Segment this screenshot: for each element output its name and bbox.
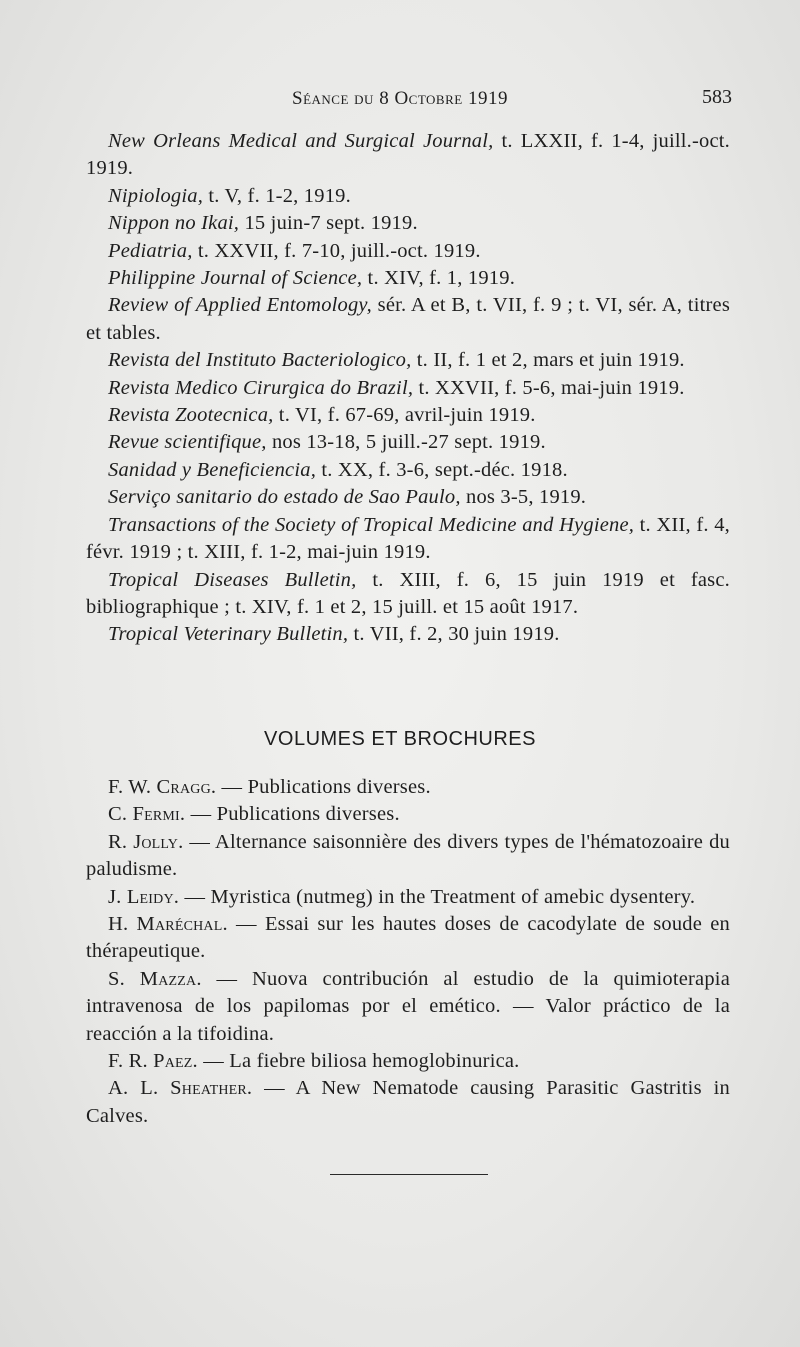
periodical-entry — [86, 292, 730, 347]
periodical-title: Revue scientifique, — [108, 431, 267, 454]
brochure-author: S. Mazza. — [108, 967, 202, 990]
periodical-title: Revista Zootecnica, — [108, 404, 274, 427]
periodical-entry — [86, 512, 730, 567]
periodical-title: Review of Applied Entomology, — [108, 294, 372, 317]
brochure-title: — Essai sur les hautes doses de cacodylate de soude en thérapeutique. — [86, 913, 730, 963]
periodical-entry — [86, 402, 730, 429]
periodical-details: sér. A et B, t. VII, f. 9 ; t. VI, sér. A, titres et tables. — [86, 294, 730, 344]
brochure-title: — Myristica (nutmeg) in the Treatment of amebic dysentery. — [179, 885, 696, 908]
brochure-title: — A New Nematode causing Parasitic Gastritis in Calves. — [86, 1077, 730, 1127]
periodical-entry — [86, 347, 730, 374]
brochure-entry — [86, 1048, 730, 1075]
brochure-author: F. W. Cragg. — [108, 776, 217, 798]
periodical-title: Revista Medico Cirurgica do Brazil, — [108, 376, 414, 399]
brochure-author: C. Fermi. — [108, 803, 186, 826]
periodical-details: t. XIII, f. 6, 15 juin 1919 et fasc. bibliographique ; t. XIV, f. 1 et 2, 15 juill. et 15 août 1917. — [86, 568, 730, 618]
periodical-title: Tropical Diseases Bulletin, — [108, 568, 357, 591]
brochure-author: J. Leidy. — [108, 885, 180, 908]
brochure-author: H. Maréchal. — [108, 913, 228, 936]
brochure-title: — La fiebre biliosa hemoglobinurica. — [197, 1050, 520, 1073]
periodical-entry — [86, 128, 730, 183]
periodical-title: Philippine Journal of Science, — [108, 267, 363, 290]
periodical-title: Serviço sanitario do estado de Sao Paulo, — [108, 486, 461, 509]
periodical-entry — [86, 265, 730, 292]
brochure-author: F. R. Paez. — [108, 1050, 198, 1073]
brochure-title: — Alternance saisonnière des divers types de l'hématozoaire du paludisme. — [86, 830, 731, 881]
periodical-entry — [86, 429, 730, 456]
brochures-list — [86, 774, 730, 1130]
periodical-title: Nippon no Ikai, — [108, 212, 240, 235]
periodical-details: t. LXXII, f. 1-4, juill.-oct. 1919. — [86, 130, 730, 180]
periodical-details: t. V, f. 1-2, 1919. — [203, 184, 351, 207]
periodical-entry — [86, 457, 730, 484]
periodical-entry — [86, 183, 730, 210]
periodical-entry — [86, 567, 730, 622]
periodical-details: t. XIV, f. 1, 1919. — [362, 267, 516, 290]
periodical-details: t. II, f. 1 et 2, mars et juin 1919. — [411, 349, 685, 372]
periodical-title: Tropical Veterinary Bulletin, — [108, 623, 349, 646]
brochure-entry — [86, 966, 730, 1048]
page-header — [0, 84, 800, 114]
periodical-details: t. XXVII, f. 5-6, mai-juin 1919. — [413, 376, 685, 399]
periodicals-list — [86, 128, 730, 649]
periodical-title: Revista del Instituto Bacteriologico, — [108, 349, 412, 372]
periodical-entry — [86, 484, 730, 511]
brochure-entry — [86, 829, 730, 884]
periodical-entry — [86, 621, 730, 648]
periodical-title: Sanidad y Beneficiencia, — [108, 458, 317, 481]
periodical-details: t. VI, f. 67-69, avril-juin 1919. — [273, 404, 536, 427]
brochure-entry — [86, 801, 730, 828]
section-title: VOLUMES ET BROCHURES — [264, 728, 536, 750]
brochure-entry — [86, 1075, 730, 1130]
end-rule — [330, 1174, 488, 1175]
brochure-entry — [86, 884, 730, 911]
periodical-title: Transactions of the Society of Tropical Medicine and Hygiene, — [108, 513, 635, 536]
periodical-entry — [86, 375, 730, 402]
brochure-entry — [86, 911, 730, 966]
periodical-details: nos 13-18, 5 juill.-27 sept. 1919. — [266, 431, 546, 454]
periodical-details: t. XII, f. 4, févr. 1919 ; t. XIII, f. 1-2, mai-juin 1919. — [86, 513, 730, 564]
periodical-details: t. XX, f. 3-6, sept.-déc. 1918. — [316, 458, 568, 481]
page-number: 583 — [702, 86, 732, 108]
brochure-entry — [86, 774, 730, 801]
periodical-title: Pediatria, — [108, 239, 193, 262]
periodical-details: t. VII, f. 2, 30 juin 1919. — [348, 623, 560, 646]
brochure-title: — Publications diverses. — [216, 776, 431, 798]
periodical-details: t. XXVII, f. 7-10, juill.-oct. 1919. — [192, 239, 481, 262]
periodical-title: New Orleans Medical and Surgical Journal, — [108, 130, 494, 152]
periodical-entry — [86, 210, 730, 237]
running-head: Séance du 8 Octobre 1919 — [292, 88, 508, 109]
periodical-title: Nipiologia, — [108, 184, 204, 207]
periodical-details: 15 juin-7 sept. 1919. — [239, 212, 418, 235]
brochure-title: — Nuova contribución al estudio de la quimioterapia intravenosa de los papilomas por el emético. — Valor práctico de la reacción a la tifoidina. — [86, 967, 730, 1045]
brochure-author: R. Jolly. — [108, 830, 184, 853]
brochure-author: A. L. Sheather. — [108, 1077, 253, 1100]
brochure-title: — Publications diverses. — [185, 803, 400, 826]
periodical-entry — [86, 238, 730, 265]
periodical-details: nos 3-5, 1919. — [460, 486, 587, 509]
